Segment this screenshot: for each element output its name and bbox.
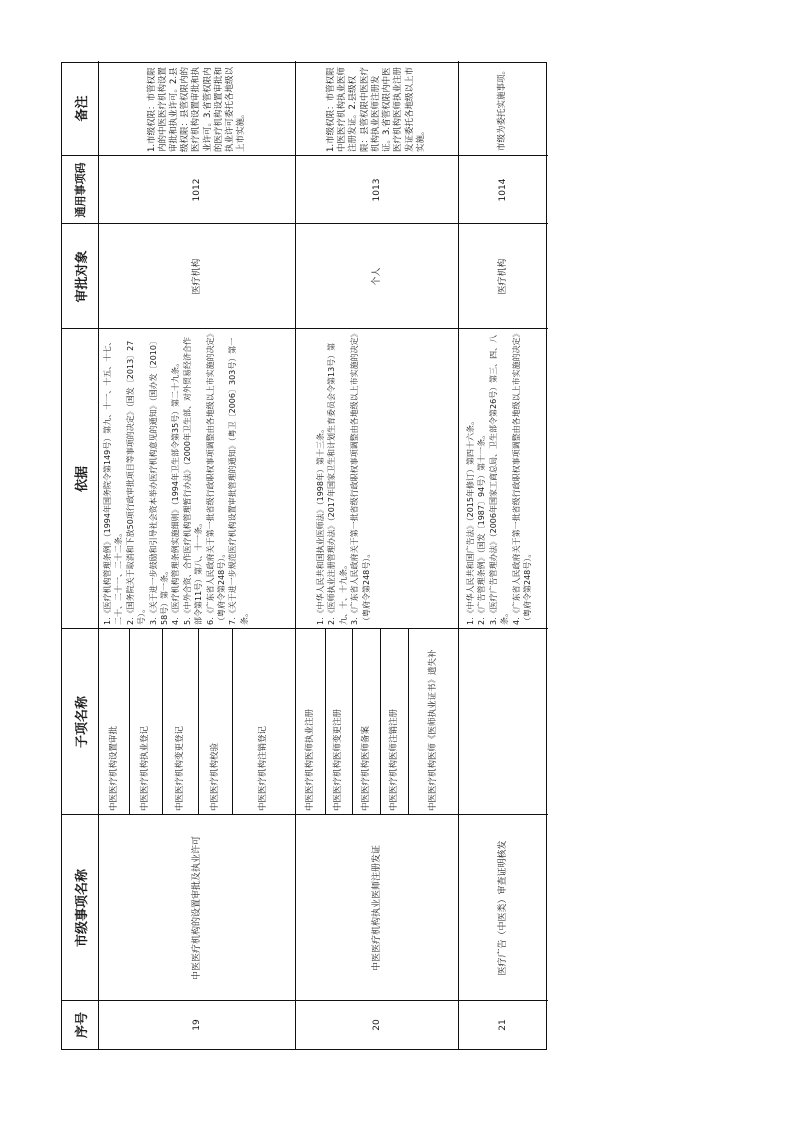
header-sub-name: 子项名称 [75, 696, 90, 749]
basis-line: 1.《中华人民共和国执业医师法》（1998年）第十三条。 [316, 425, 325, 625]
row-21-seq: 21 [498, 1019, 508, 1031]
rotated-document-page [61, 62, 547, 1050]
header-basis: 依据 [75, 466, 90, 493]
row-20-sub-item: 中医医疗机构医师备案 [360, 725, 371, 811]
row-19-sub-item: 中医医疗机构变更登记 [174, 725, 185, 811]
row-19-code: 1012 [192, 178, 202, 202]
row-21-basis [462, 329, 548, 629]
row-19-seq: 19 [192, 1019, 202, 1031]
basis-line: 2.《国务院关于取消和下放50项行政审批项目等事项的决定》（国发〔2013〕27号）。 [125, 340, 147, 625]
row-19-remark: 1.市级权限：市管权限内的中医医疗机构设置审批和执业许可。2.县级权限：县管权限内的医疗机构设置审批和执业许可。3.省管权限内的医疗机构设置审批和执业许可委托各地级以上市实施。 [146, 66, 247, 152]
row-21-remark: 市级为委托实施事项。 [497, 66, 508, 152]
row-20-object: 个人 [371, 267, 382, 286]
header-object: 审批对象 [75, 250, 90, 303]
basis-line: 2.《医师执业注册管理办法》（2017年国家卫生和计划生育委员会令第13号）第九、十、十九条。 [327, 342, 348, 625]
row-21-item-name: 医疗广告（中医类）审查证明核发 [498, 840, 508, 976]
basis-line: 4.《广东省人民政府关于第一批省级行政职权事项调整由各地级以上市实施的决定》（粤府令第248号）。 [511, 333, 533, 625]
table-header-row [62, 61, 99, 1049]
rotated-table-frame [61, 62, 547, 1050]
basis-line: 1.《中华人民共和国广告法》（2015年修订）第四十六条。 [466, 417, 475, 625]
row-20-sub-item: 中医医疗机构医师注销注册 [388, 708, 399, 811]
basis-line: 4.《医疗机构管理条例实施细则》（1994年卫生部令第35号）第二十九条。 [171, 358, 181, 625]
basis-line: 2.《广告管理条例》（国发〔1987〕94号）第十一条。 [477, 430, 487, 625]
row-20-basis [312, 329, 458, 629]
row-20-seq: 20 [371, 1019, 382, 1031]
row-20-remark: 1.市级权限：市管权限中医医疗机构执业医师注册发证。2.县级权限：县管权限中医医疗机构执业医师注册发证。3.省管权限内中医医疗机构医师执业注册发证委托各地级以上市实施。 [326, 66, 426, 152]
row-19-sub-item: 中医医疗机构注销登记 [258, 725, 268, 811]
basis-line: 3.《医疗广告管理办法》（2006年国家工商总局、卫生部令第26号）第三、四、八条。 [488, 334, 510, 625]
row-19-sub-item: 中医医疗机构执业登记 [140, 725, 150, 811]
row-21-object: 医疗机构 [498, 258, 508, 295]
basis-line: 3.《关于进一步鼓励和引导社会资本举办医疗机构意见的通知》（国办发〔2010〕58号）第一条。 [148, 337, 170, 625]
row-20-sub-item: 中医医疗机构医师执业注册 [304, 708, 315, 811]
row-19-item-name: 中医医疗机构的设置审批及执业许可 [192, 836, 202, 981]
approval-items-table [61, 62, 547, 1050]
row-19-object: 医疗机构 [192, 258, 202, 295]
row-19-basis [99, 329, 295, 629]
header-item-name: 市级事项名称 [75, 869, 90, 948]
row-20-item-name: 中医医疗机构执业医师注册发证 [371, 845, 382, 972]
basis-line: 5.《中外合资、合作医疗机构管理暂行办法》（2000年卫生部、对外贸易经济合作部令第11号）第八、十一条。 [182, 337, 204, 625]
row-20-code: 1013 [371, 178, 382, 202]
basis-line: 3.《广东省人民政府关于第一批省级行政职权事项调整由各地级以上市实施的决定》（粤府令第248号）。 [350, 333, 371, 625]
basis-line: 7.《关于进一步规范医疗机构设置审批管理的通知》（粤卫〔2006〕303号）第一条。 [228, 337, 249, 625]
row-20-sub-item: 中医医疗机构医师《医师执业证书》遗失补 [427, 649, 438, 811]
row-21-code: 1014 [498, 178, 508, 202]
header-code: 通用事项码 [74, 162, 87, 218]
header-remark: 备注 [75, 95, 90, 122]
row-20-sub-item: 中医医疗机构医师变更注册 [333, 708, 343, 811]
row-19-sub-item: 中医医疗机构校验 [209, 742, 220, 811]
basis-line: 1.《医疗机构管理条例》（1994年国务院令第149号）第九、十一、十五、十七、二十、二十一、二十二条。 [103, 337, 124, 625]
row-19-sub-item: 中医医疗机构设置审批 [108, 725, 119, 811]
basis-line: 6.《广东省人民政府关于第一批省级行政职权事项调整由各地级以上市实施的决定》（粤府令第248号）。 [205, 333, 227, 625]
header-seq: 序号 [75, 1012, 90, 1039]
